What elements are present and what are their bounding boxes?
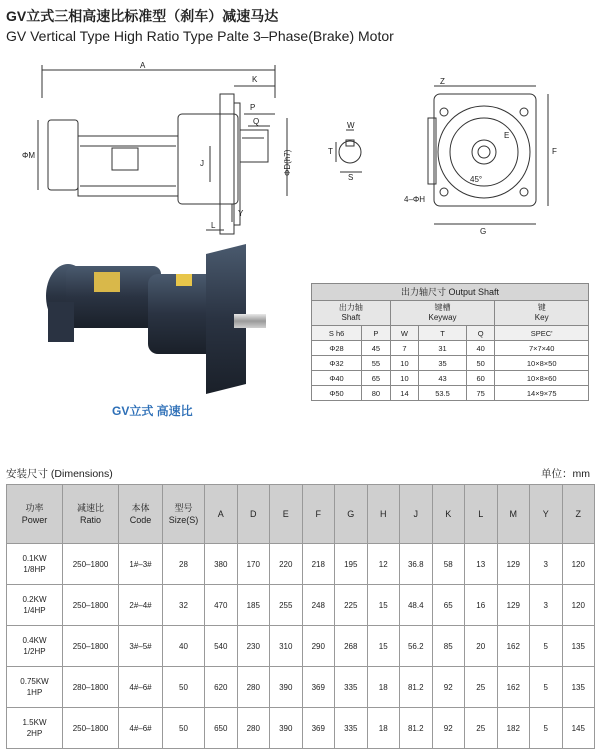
dims-cell: 92 <box>432 708 465 749</box>
dims-cell: 18 <box>367 708 400 749</box>
dim-label-j: J <box>200 159 204 168</box>
dims-header-cell: J <box>400 485 433 544</box>
shaft-cell: Φ50 <box>312 386 362 401</box>
dims-header-cell: H <box>367 485 400 544</box>
shaft-col: W <box>390 326 419 341</box>
dims-cell: 218 <box>302 544 335 585</box>
dim-label-l: L <box>211 221 216 230</box>
dims-header-cell: 型号 Size(S) <box>163 485 205 544</box>
shaft-cell: 40 <box>466 341 495 356</box>
shaft-cell: Φ32 <box>312 356 362 371</box>
shaft-col: S h6 <box>312 326 362 341</box>
dims-cell: 28 <box>163 544 205 585</box>
dims-cell: 5 <box>530 626 563 667</box>
dims-header-cell: A <box>205 485 238 544</box>
dims-cell: 390 <box>270 667 303 708</box>
dims-cell: 470 <box>205 585 238 626</box>
shaft-row <box>312 386 589 401</box>
dims-cell: 12 <box>367 544 400 585</box>
dims-power-cell: 1.5KW 2HP <box>7 708 63 749</box>
dim-label-k: K <box>252 75 258 84</box>
dim-label-w: W <box>347 121 355 130</box>
dims-cell: 16 <box>465 585 498 626</box>
dims-cell: 65 <box>432 585 465 626</box>
dims-cell: 5 <box>530 708 563 749</box>
dim-label-g: G <box>480 227 487 236</box>
dims-cell: 85 <box>432 626 465 667</box>
dim-label-a: A <box>140 61 146 70</box>
dims-cell: 32 <box>163 585 205 626</box>
shaft-cell: 80 <box>362 386 391 401</box>
dims-header-cell: G <box>335 485 368 544</box>
dims-cell: 220 <box>270 544 303 585</box>
shaft-cell: 14×9×75 <box>495 386 589 401</box>
shaft-col: SPEC' <box>495 326 589 341</box>
dims-power-cell: 0.75KW 1HP <box>7 667 63 708</box>
dims-cell: 50 <box>163 708 205 749</box>
shaft-row <box>312 371 589 386</box>
shaft-cell: 10 <box>390 356 419 371</box>
dims-cell: 3 <box>530 585 563 626</box>
dim-label-h: 4–ΦH <box>404 195 426 204</box>
dims-cell: 390 <box>270 708 303 749</box>
shaft-cell: 35 <box>419 356 467 371</box>
dim-label-t: T <box>328 147 333 156</box>
shaft-cell: Φ28 <box>312 341 362 356</box>
dims-power-cell: 0.1KW 1/8HP <box>7 544 63 585</box>
shaft-cell: 75 <box>466 386 495 401</box>
shaft-col: T <box>419 326 467 341</box>
dims-header-cell: L <box>465 485 498 544</box>
shaft-cell: 65 <box>362 371 391 386</box>
dims-cell: 185 <box>237 585 270 626</box>
dims-cell: 540 <box>205 626 238 667</box>
angle-label: 45° <box>470 175 483 184</box>
dim-label-d: ΦD(h7) <box>283 149 292 176</box>
dim-label-f: F <box>552 147 557 156</box>
front-view-drawing <box>398 78 568 238</box>
dims-cell: 250–1800 <box>63 585 119 626</box>
dims-row <box>7 585 595 626</box>
dims-cell: 48.4 <box>400 585 433 626</box>
dims-cell: 650 <box>205 708 238 749</box>
dims-cell: 5 <box>530 667 563 708</box>
dim-label-p: P <box>250 103 256 112</box>
dimensions-title: 安装尺寸 (Dimensions) <box>6 468 113 480</box>
dims-cell: 15 <box>367 585 400 626</box>
dims-cell: 56.2 <box>400 626 433 667</box>
shaft-cell: 43 <box>419 371 467 386</box>
dims-cell: 335 <box>335 667 368 708</box>
dims-cell: 250–1800 <box>63 708 119 749</box>
page-title-en: GV Vertical Type High Ratio Type Palte 3–Phase(Brake) Motor <box>6 28 394 44</box>
dims-cell: 36.8 <box>400 544 433 585</box>
shaft-col: Q <box>466 326 495 341</box>
shaft-cell: 14 <box>390 386 419 401</box>
dims-cell: 25 <box>465 667 498 708</box>
dims-cell: 81.2 <box>400 667 433 708</box>
shaft-cell: 45 <box>362 341 391 356</box>
dims-cell: 620 <box>205 667 238 708</box>
dims-power-cell: 0.2KW 1/4HP <box>7 585 63 626</box>
keyway-section-drawing <box>326 120 376 180</box>
dims-cell: 280 <box>237 667 270 708</box>
photo-caption: GV立式 高速比 <box>112 404 193 418</box>
dims-cell: 250–1800 <box>63 626 119 667</box>
dims-cell: 40 <box>163 626 205 667</box>
dim-label-m: ΦM <box>22 151 36 160</box>
dims-power-cell: 0.4KW 1/2HP <box>7 626 63 667</box>
dims-cell: 81.2 <box>400 708 433 749</box>
dims-cell: 20 <box>465 626 498 667</box>
dims-cell: 290 <box>302 626 335 667</box>
dims-cell: 310 <box>270 626 303 667</box>
dims-row <box>7 667 595 708</box>
dims-cell: 25 <box>465 708 498 749</box>
dims-cell: 135 <box>562 667 595 708</box>
shaft-cell: 10×8×50 <box>495 356 589 371</box>
shaft-row <box>312 341 589 356</box>
shaft-cell: 7×7×40 <box>495 341 589 356</box>
dims-cell: 335 <box>335 708 368 749</box>
dims-cell: 4#–6# <box>119 708 163 749</box>
dims-row <box>7 708 595 749</box>
dims-cell: 135 <box>562 626 595 667</box>
dims-header-cell: M <box>497 485 530 544</box>
dims-cell: 120 <box>562 544 595 585</box>
dims-cell: 162 <box>497 626 530 667</box>
dim-label-e: E <box>504 131 510 140</box>
shaft-cell: 10×8×60 <box>495 371 589 386</box>
dims-cell: 129 <box>497 585 530 626</box>
dimensions-table <box>6 484 595 749</box>
dims-cell: 369 <box>302 708 335 749</box>
dims-cell: 248 <box>302 585 335 626</box>
shaft-table-title: 出力轴尺寸 Output Shaft <box>312 284 589 301</box>
dims-cell: 195 <box>335 544 368 585</box>
dims-header-cell: E <box>270 485 303 544</box>
dims-cell: 18 <box>367 667 400 708</box>
dims-header-cell: 减速比 Ratio <box>63 485 119 544</box>
shaft-cell: 55 <box>362 356 391 371</box>
dims-row <box>7 626 595 667</box>
dims-header-cell: Z <box>562 485 595 544</box>
output-shaft-table <box>311 283 589 401</box>
shaft-cell: Φ40 <box>312 371 362 386</box>
page-title-cn: GV立式三相高速比标准型（刹车）减速马达 <box>6 8 279 24</box>
dims-cell: 369 <box>302 667 335 708</box>
shaft-group-keyway: 键槽 Keyway <box>390 301 495 326</box>
dims-cell: 2#–4# <box>119 585 163 626</box>
dims-header-cell: Y <box>530 485 563 544</box>
dims-cell: 4#–6# <box>119 667 163 708</box>
unit-label: 单位：mm <box>541 468 590 480</box>
dims-cell: 280–1800 <box>63 667 119 708</box>
dims-header-cell: D <box>237 485 270 544</box>
dim-label-z: Z <box>440 78 445 86</box>
shaft-cell: 7 <box>390 341 419 356</box>
dims-cell: 50 <box>163 667 205 708</box>
dims-header-cell: F <box>302 485 335 544</box>
shaft-group-key: 键 Key <box>495 301 589 326</box>
dims-cell: 268 <box>335 626 368 667</box>
dims-cell: 1#–3# <box>119 544 163 585</box>
dims-cell: 15 <box>367 626 400 667</box>
dims-cell: 280 <box>237 708 270 749</box>
dims-header-cell: 功率 Power <box>7 485 63 544</box>
dims-header-cell: 本体 Code <box>119 485 163 544</box>
dims-cell: 3 <box>530 544 563 585</box>
shaft-cell: 60 <box>466 371 495 386</box>
dim-label-y: Y <box>238 209 244 218</box>
shaft-col: P <box>362 326 391 341</box>
dims-row <box>7 544 595 585</box>
dims-cell: 145 <box>562 708 595 749</box>
shaft-cell: 31 <box>419 341 467 356</box>
dim-label-q: Q <box>253 117 260 126</box>
shaft-cell: 50 <box>466 356 495 371</box>
dims-cell: 120 <box>562 585 595 626</box>
shaft-row <box>312 356 589 371</box>
dims-cell: 250–1800 <box>63 544 119 585</box>
dims-cell: 380 <box>205 544 238 585</box>
dims-cell: 3#–5# <box>119 626 163 667</box>
dims-cell: 162 <box>497 667 530 708</box>
dims-cell: 255 <box>270 585 303 626</box>
dims-cell: 182 <box>497 708 530 749</box>
dim-label-s: S <box>348 173 354 180</box>
shaft-group-shaft: 出力轴 Shaft <box>312 301 391 326</box>
product-photo <box>36 244 276 394</box>
dims-cell: 92 <box>432 667 465 708</box>
dims-cell: 225 <box>335 585 368 626</box>
shaft-cell: 53.5 <box>419 386 467 401</box>
dims-cell: 58 <box>432 544 465 585</box>
side-view-drawing <box>20 58 310 240</box>
dims-cell: 13 <box>465 544 498 585</box>
dims-cell: 129 <box>497 544 530 585</box>
dims-header-cell: K <box>432 485 465 544</box>
shaft-cell: 10 <box>390 371 419 386</box>
dims-cell: 230 <box>237 626 270 667</box>
dims-cell: 170 <box>237 544 270 585</box>
